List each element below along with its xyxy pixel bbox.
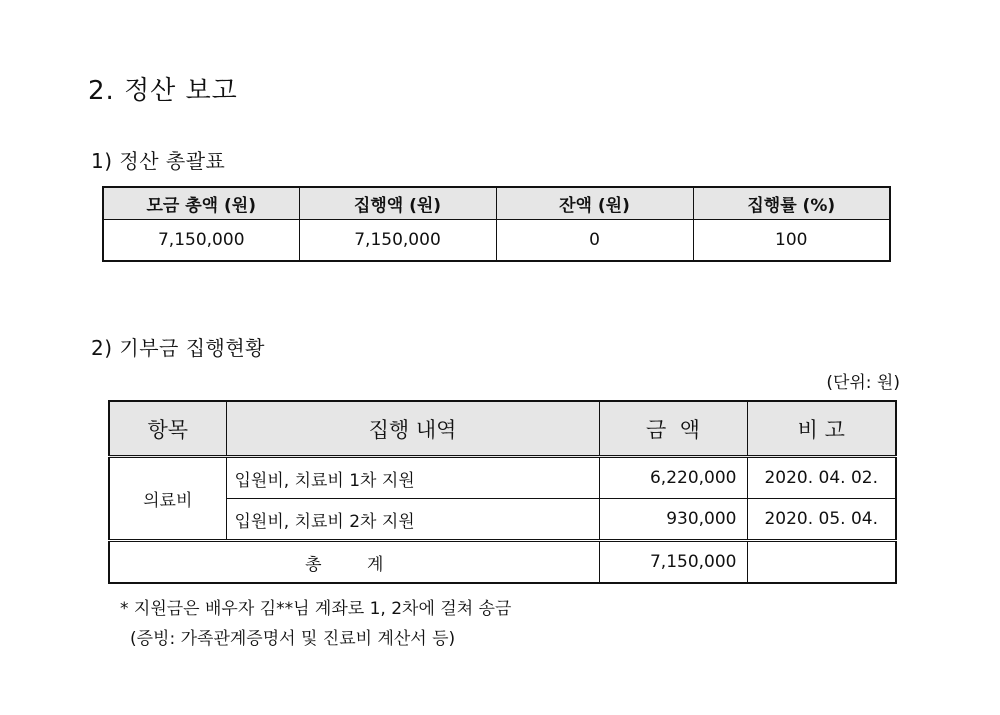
detail-heading: 2) 기부금 집행현황 bbox=[91, 336, 265, 360]
total-amount: 7,150,000 bbox=[599, 541, 747, 584]
summary-value-total: 7,150,000 bbox=[103, 220, 299, 262]
total-label: 총 계 bbox=[305, 554, 404, 575]
detail-header-amount-text: 금 액 bbox=[646, 417, 700, 442]
summary-heading: 1) 정산 총괄표 bbox=[91, 149, 226, 173]
summary-table bbox=[102, 186, 891, 262]
row-note: 2020. 05. 04. bbox=[747, 499, 896, 541]
detail-header-item: 항목 bbox=[109, 401, 226, 457]
summary-header-spent: 집행액 (원) bbox=[299, 187, 496, 220]
total-label-cell bbox=[109, 541, 599, 584]
total-note bbox=[747, 541, 896, 584]
summary-value-balance: 0 bbox=[496, 220, 693, 262]
total-row bbox=[109, 541, 896, 584]
summary-value-row bbox=[103, 220, 890, 262]
summary-header-row bbox=[103, 187, 890, 220]
unit-label: (단위: 원) bbox=[826, 373, 900, 393]
row-desc: 입원비, 치료비 1차 지원 bbox=[226, 457, 599, 499]
detail-table bbox=[108, 400, 897, 584]
row-desc: 입원비, 치료비 2차 지원 bbox=[226, 499, 599, 541]
section-title: 2. 정산 보고 bbox=[88, 76, 238, 106]
summary-header-total: 모금 총액 (원) bbox=[103, 187, 299, 220]
detail-header-desc: 집행 내역 bbox=[226, 401, 599, 457]
detail-header-note: 비 고 bbox=[747, 401, 896, 457]
row-amount: 930,000 bbox=[599, 499, 747, 541]
category-cell: 의료비 bbox=[109, 457, 226, 541]
detail-header-amount bbox=[599, 401, 747, 457]
summary-header-balance: 잔액 (원) bbox=[496, 187, 693, 220]
row-amount: 6,220,000 bbox=[599, 457, 747, 499]
row-note: 2020. 04. 02. bbox=[747, 457, 896, 499]
detail-header-row bbox=[109, 401, 896, 457]
note-transfer: * 지원금은 배우자 김**님 계좌로 1, 2차에 걸쳐 송금 bbox=[120, 599, 512, 619]
table-row bbox=[109, 457, 896, 499]
summary-value-rate: 100 bbox=[693, 220, 890, 262]
table-row bbox=[109, 499, 896, 541]
summary-value-spent: 7,150,000 bbox=[299, 220, 496, 262]
summary-header-rate: 집행률 (%) bbox=[693, 187, 890, 220]
note-evidence: (증빙: 가족관계증명서 및 진료비 계산서 등) bbox=[130, 629, 456, 649]
